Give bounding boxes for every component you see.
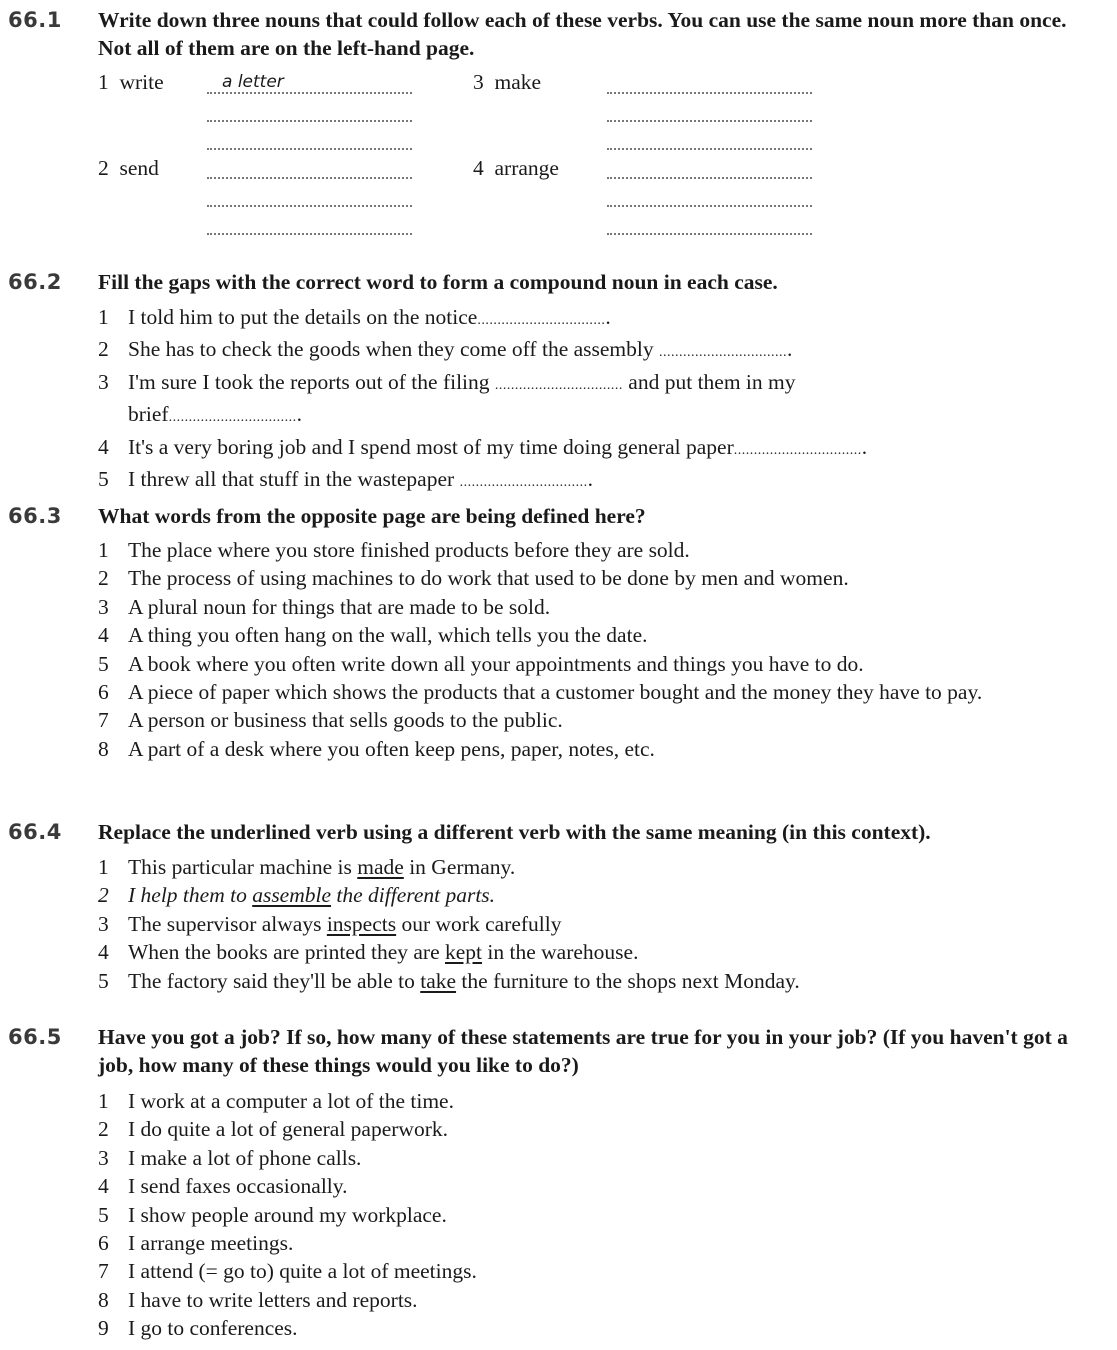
verb-label: 2 send [98,156,159,180]
answer-line[interactable] [607,205,812,207]
underlined-verb: kept [445,940,483,965]
list-item: 5 A book where you often write down all your appointments and things you have to do. [98,651,864,676]
answer-line[interactable] [607,177,812,179]
list-item: 2 She has to check the goods when they come off the assembly ................................. [98,337,793,362]
list-item: 3 The supervisor always inspects our work carefully [98,911,562,936]
list-item: 1 The place where you store finished products before they are sold. [98,538,690,562]
answer-line[interactable] [607,120,812,122]
gap-blank[interactable]: ................................ [733,442,862,458]
gap-blank[interactable]: ................................ [459,475,588,491]
underlined-verb: take [420,968,457,993]
list-item: 8 I have to write letters and reports. [98,1287,418,1312]
exercise-instruction: Replace the underlined verb using a different verb with the same meaning (in this context). [98,820,931,844]
list-item: 4 A thing you often hang on the wall, which tells you the date. [98,623,648,648]
item-list [98,303,1098,497]
gap-blank[interactable]: ................................ [168,410,297,426]
list-item: 6 A piece of paper which shows the products that a customer bought and the money they have to pay. [98,680,983,705]
list-item: 4 It's a very boring job and I spend most of my time doing general paper................................. [98,434,868,459]
exercise-instruction: Fill the gaps with the correct word to form a compound noun in each case. [98,270,778,294]
exercise-instruction: Have you got a job? If so, how many of these statements are true for you in your job? (If you haven't got a job, how many of these things would you like to do?) [98,1025,1068,1077]
answer-line[interactable] [207,148,412,150]
exercise-instruction: Write down three nouns that could follow each of these verbs. You can use the same noun more than once. Not all of them are on the left-hand page. [98,8,1067,60]
underlined-verb: assemble [252,883,332,908]
list-item: 5 I show people around my workplace. [98,1202,447,1227]
list-item: 6 I arrange meetings. [98,1231,294,1256]
exercise-number: 66.4 [8,820,62,844]
list-item: 2 I help them to assemble the different parts. [98,883,496,908]
list-item: 4 I send faxes occasionally. [98,1174,348,1199]
list-item: 5 The factory said they'll be able to take the furniture to the shops next Monday. [98,968,800,993]
verb-label: 1 write [98,70,164,94]
list-item: 8 A part of a desk where you often keep pens, paper, notes, etc. [98,736,655,761]
list-item: 3 I'm sure I took the reports out of the filing ................................ and put them in my brief................................. [98,369,796,427]
list-item: 9 I go to conferences. [98,1316,298,1341]
list-item: 7 A person or business that sells goods to the public. [98,708,563,733]
item-list [98,1087,1098,1343]
list-item: 1 This particular machine is made in Germany. [98,855,516,879]
list-item: 7 I attend (= go to) quite a lot of meetings. [98,1259,477,1284]
item-list [98,853,1098,995]
answer-line[interactable] [207,233,412,235]
answer-line[interactable] [607,233,812,235]
answer-line[interactable] [607,148,812,150]
verb-label: 4 arrange [473,156,559,180]
answer-line[interactable] [207,205,412,207]
list-item: 1 I told him to put the details on the notice................................. [98,305,611,329]
answer-line[interactable] [207,177,412,179]
item-list [98,536,1098,763]
list-item: 3 A plural noun for things that are made to be sold. [98,594,551,619]
list-item: 1 I work at a computer a lot of the time. [98,1089,454,1113]
exercise-number: 66.2 [8,270,62,294]
exercise-number: 66.5 [8,1025,62,1049]
answer-line[interactable] [207,120,412,122]
list-item: 3 I make a lot of phone calls. [98,1145,362,1170]
list-item: 4 When the books are printed they are kept in the warehouse. [98,940,639,965]
answer-line[interactable] [207,92,412,94]
exercise-number: 66.3 [8,504,62,528]
exercise-number: 66.1 [8,8,62,32]
list-item: 2 The process of using machines to do work that used to be done by men and women. [98,566,849,591]
gap-blank[interactable]: ................................ [659,345,788,361]
verb-grid [0,0,1117,250]
gap-blank[interactable]: ................................ [494,377,623,393]
gap-blank[interactable]: ................................ [477,313,606,328]
answer-line[interactable] [607,92,812,94]
list-item: 5 I threw all that stuff in the wastepaper ................................. [98,467,593,492]
underlined-verb: inspects [326,911,397,936]
underlined-verb: made [357,855,404,879]
handwritten-answer: a letter [222,72,284,92]
verb-label: 3 make [473,70,542,94]
exercise-instruction: What words from the opposite page are being defined here? [98,504,646,528]
list-item: 2 I do quite a lot of general paperwork. [98,1117,448,1142]
